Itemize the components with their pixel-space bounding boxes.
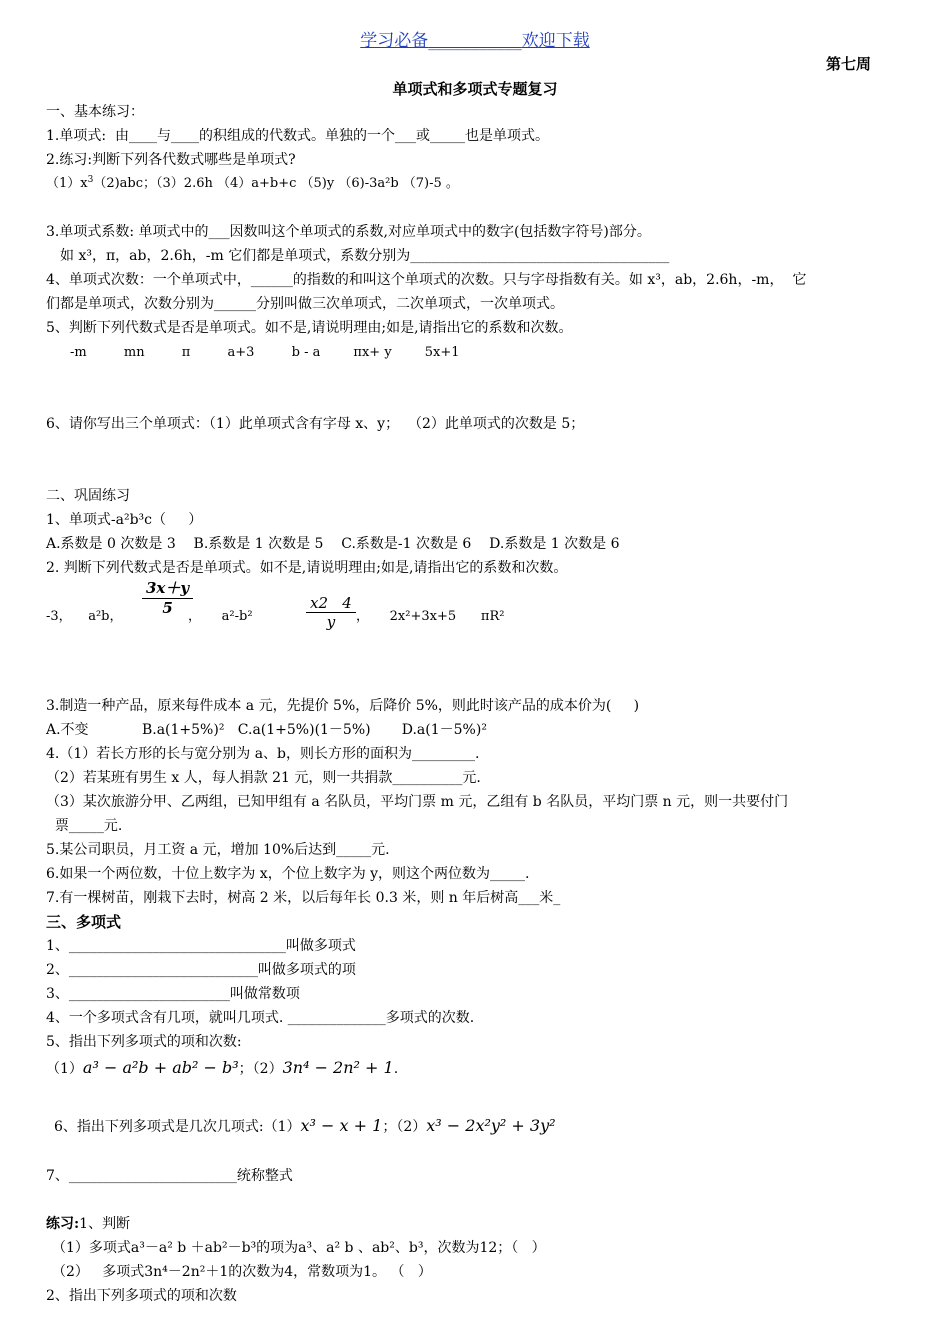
practice-heading: [46, 1215, 130, 1233]
s1-line3: [46, 175, 459, 193]
fraction-1-numerator: 3x＋y: [142, 577, 193, 599]
week-label: 第七周: [826, 55, 872, 73]
page-title: 单项式和多项式专题复习: [392, 80, 558, 98]
s3-l7-a: 6、指出下列多项式是几次几项式:（1）: [54, 1119, 301, 1135]
s3-line3: 3、_______________________叫做常数项: [46, 986, 300, 1002]
s1-l3-sup: 3: [87, 175, 94, 185]
s3-l6-a: （1）: [46, 1061, 83, 1077]
s3-line1: 1、_______________________________叫做多项式: [46, 938, 356, 954]
s1-line9: -m mn π a+3 b - a πx+ y 5x+1: [70, 345, 460, 360]
s2-line4: 3.制造一种产品，原来每件成本 a 元，先提价 5%，后降价 5%，则此时该产品的成本价为( ): [46, 698, 640, 714]
polynomial-1: a³ − a²b + ab² − b³: [82, 1058, 239, 1077]
s2-line6: 4.（1）若长方形的长与宽分别为 a、b，则长方形的面积为_________.: [46, 746, 480, 762]
fraction-2-denominator: y: [326, 613, 336, 631]
s2-line9: 票_____元.: [46, 818, 123, 834]
s1-line4: 3.单项式系数: 单项式中的___因数叫这个单项式的系数,对应单项式中的数字(包括数字符号)部分。: [46, 224, 651, 240]
s2-line7: （2）若某班有男生 x 人，每人捐款 21 元，则一共捐款__________元.: [46, 770, 481, 786]
practice-line1: （1）多项式a³－a² b ＋ab²－b³的项为a³、a² b 、ab²、b³，次数为12；（ ）: [52, 1240, 546, 1256]
s2-expr-part2: ， a²-b²: [188, 609, 253, 624]
section1-heading: 一、基本练习：: [46, 104, 144, 120]
s1-line7: 们都是单项式，次数分别为______分别叫做三次单项式，二次单项式，一次单项式。: [46, 296, 564, 312]
fraction-1: [142, 577, 193, 617]
s2-line12: 7.有一棵树苗，刚栽下去时，树高 2 米，以后每年长 0.3 米，则 n 年后树高___米_: [46, 890, 561, 906]
s2-line2: A.系数是 0 次数是 3 B.系数是 1 次数是 5 C.系数是-1 次数是 6 D.系数是 1 次数是 6: [46, 536, 620, 552]
s2-expr-part1: -3， a²b，: [46, 609, 123, 624]
practice-label: 练习:: [46, 1216, 80, 1232]
s2-line3: 2. 判断下列代数式是否是单项式。如不是,请说明理由;如是,请指出它的系数和次数。: [46, 560, 568, 576]
banner-right: 欢迎下载: [521, 31, 590, 51]
s3-line2: 2、___________________________叫做多项式的项: [46, 962, 356, 978]
header-banner: [0, 26, 950, 51]
s2-line10: 5.某公司职员，月工资 a 元，增加 10%后达到_____元.: [46, 842, 390, 858]
s1-line8: 5、判断下列代数式是否是单项式。如不是,请说明理由;如是,请指出它的系数和次数。: [46, 320, 573, 336]
s3-l7-b: ；（2）: [382, 1119, 427, 1135]
s1-line5: 如 x³，π，ab，2.6h，-m 它们都是单项式，系数分别为_____________________________________: [60, 248, 670, 264]
s3-line5: 5、指出下列多项式的项和次数:: [46, 1034, 242, 1050]
s2-expr-part3: ， 2x²+3x+5 πR²: [356, 609, 505, 624]
section2-heading: 二、巩固练习: [46, 488, 130, 504]
fraction-1-denominator: 5: [162, 599, 173, 617]
s1-l3-a: （1）x: [46, 176, 88, 191]
s3-line6: [46, 1059, 398, 1078]
s1-line10: 6、请你写出三个单项式：（1）此单项式含有字母 x、y； （2）此单项式的次数是 5；: [46, 416, 585, 432]
banner-separator: ___________: [428, 31, 522, 51]
s3-line7: [54, 1117, 556, 1136]
fraction-2: [306, 594, 356, 631]
s3-line8: 7、________________________统称整式: [46, 1168, 293, 1184]
section3-heading: 三、多项式: [46, 913, 122, 931]
s1-line6: 4、单项式次数：一个单项式中，______的指数的和叫这个单项式的次数。只与字母指数有关。如 x³，ab，2.6h，-m， 它: [46, 272, 807, 288]
s3-line4: 4、一个多项式含有几项，就叫几项式. ______________多项式的次数.: [46, 1010, 475, 1026]
fraction-2-numerator: x2 4: [306, 594, 356, 613]
polynomial-2: 3n⁴ − 2n² + 1: [282, 1058, 394, 1077]
practice-line3: 2、指出下列多项式的项和次数: [46, 1288, 237, 1304]
s2-line1: 1、单项式-a²b³c（ ）: [46, 512, 203, 528]
s1-line2: 2.练习:判断下列各代数式哪些是单项式?: [46, 152, 296, 168]
s3-l6-b: ；（2）: [238, 1061, 283, 1077]
practice-sub: 1、判断: [79, 1216, 131, 1232]
polynomial-4: x³ − 2x²y² + 3y²: [426, 1116, 556, 1135]
practice-line2: （2） 多项式3n⁴－2n²＋1的次数为4，常数项为1。 （ ）: [52, 1264, 432, 1280]
s3-l6-c: .: [393, 1061, 399, 1077]
s2-line5: A.不变 B.a(1+5%)² C.a(1+5%)(1－5%) D.a(1－5%)²: [46, 722, 487, 738]
banner-left: 学习必备: [360, 31, 429, 51]
s1-line1: 1.单项式: 由____与____的积组成的代数式。单独的一个___或_____也是单项式。: [46, 128, 549, 144]
s2-line11: 6.如果一个两位数，十位上数字为 x，个位上数字为 y，则这个两位数为_____.: [46, 866, 530, 882]
s1-l3-c: （2)abc；（3）2.6h （4）a+b+c （5)y （6)-3a²b （7)-5 。: [93, 176, 459, 191]
s2-line8: （3）某次旅游分甲、乙两组，已知甲组有 a 名队员，平均门票 m 元，乙组有 b 名队员，平均门票 n 元，则一共要付门: [46, 794, 789, 810]
polynomial-3: x³ − x + 1: [300, 1116, 383, 1135]
